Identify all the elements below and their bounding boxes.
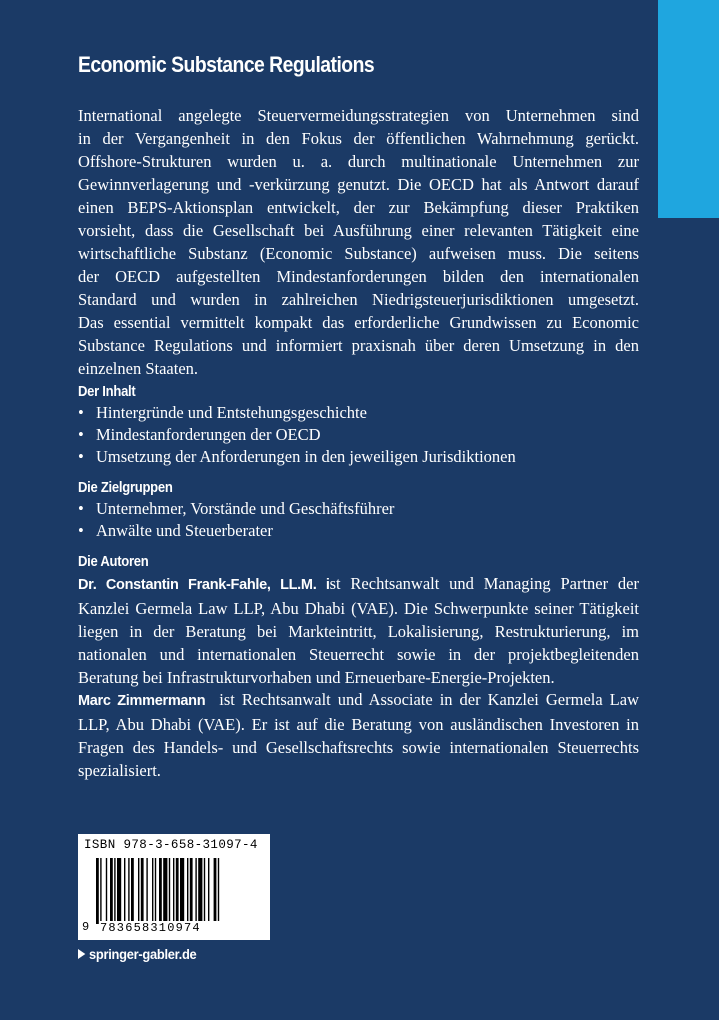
bio-line: LLP, Abu Dhabi (VAE). Er ist auf die Beratung von ausländischen Investoren in bbox=[78, 715, 639, 734]
isbn-text: ISBN 978-3-658-31097-4 bbox=[84, 838, 258, 852]
inhalt-heading: Der Inhalt bbox=[78, 384, 136, 400]
intro-line: vorsieht, dass die Gesellschaft bei Ausführung einer relevanten Tätigkeit eine bbox=[78, 221, 639, 240]
list-item: • Unternehmer, Vorstände und Geschäftsführer bbox=[78, 498, 394, 520]
intro-line: einen BEPS-Aktionsplan entwickelt, der zur Bekämpfung dieser Praktiken bbox=[78, 198, 639, 217]
list-item: • Hintergründe und Entstehungsgeschichte bbox=[78, 402, 516, 424]
list-item: • Umsetzung der Anforderungen in den jeweiligen Jurisdiktionen bbox=[78, 446, 516, 468]
bio-line: liegen in der Beratung bei Markteintritt, Lokalisierung, Restrukturierung, im bbox=[78, 622, 639, 641]
book-title: Economic Substance Regulations bbox=[78, 52, 375, 77]
publisher-link[interactable] bbox=[78, 946, 196, 962]
list-item: • Mindestanforderungen der OECD bbox=[78, 424, 516, 446]
intro-line: Offshore-Strukturen wurden u. a. durch multinationale Unternehmen zur bbox=[78, 152, 639, 171]
author2-bio bbox=[78, 688, 639, 782]
intro-line: Gewinnverlagerung und -verkürzung genutzt. Die OECD hat als Antwort darauf bbox=[78, 175, 639, 194]
ean-first-digit: 9 bbox=[82, 920, 90, 934]
bio-line: Kanzlei Germela Law LLP, Abu Dhabi (VAE). Die Schwerpunkte seiner Tätigkeit bbox=[78, 599, 639, 618]
arrow-right-icon bbox=[78, 949, 85, 959]
zielgruppen-heading: Die Zielgruppen bbox=[78, 480, 173, 496]
barcode-bars-icon bbox=[96, 858, 258, 924]
ean-digits: 783658310974 bbox=[100, 921, 260, 935]
intro-line: International angelegte Steuervermeidungsstrategien von Unternehmen sind bbox=[78, 106, 639, 125]
autoren-heading: Die Autoren bbox=[78, 554, 149, 570]
inhalt-list bbox=[78, 402, 516, 468]
accent-bar bbox=[658, 0, 719, 218]
publisher-url: springer-gabler.de bbox=[89, 946, 197, 962]
bio-line: Beratung bei Infrastrukturvorhaben und Erneuerbare-Energie-Projekten. bbox=[78, 668, 555, 687]
author2-name: Marc Zimmermann bbox=[78, 693, 206, 709]
bio-line: nationalen und internationalen Steuerrecht sowie in der projektbegleitenden bbox=[78, 645, 639, 664]
intro-line: einzelnen Staaten. bbox=[78, 359, 199, 378]
intro-line: Substance Regulations und informiert praxisnah über deren Umsetzung in den bbox=[78, 336, 639, 355]
author1-bio bbox=[78, 572, 639, 689]
bio-line: spezialisiert. bbox=[78, 761, 161, 780]
bio-line: Marc Zimmermann ist Rechtsanwalt und Associate in der Kanzlei Germela Law bbox=[78, 690, 639, 709]
intro-line: Standard und wurden in zahlreichen Niedrigsteuerjurisdiktionen umgesetzt. bbox=[78, 290, 639, 309]
intro-line: Das essential vermittelt kompakt das erforderliche Grundwissen zu Economic bbox=[78, 313, 639, 332]
bio-line: Fragen des Handels- und Gesellschaftsrechts sowie internationalen Steuerrechts bbox=[78, 738, 639, 757]
intro-line: der OECD aufgestellten Mindestanforderungen bilden den internationalen bbox=[78, 267, 639, 286]
isbn-barcode bbox=[78, 834, 270, 940]
zielgruppen-list bbox=[78, 498, 394, 542]
author1-name: Dr. Constantin Frank-Fahle, LL.M. i bbox=[78, 577, 330, 593]
bio-line: Dr. Constantin Frank-Fahle, LL.M. ist Rechtsanwalt und Managing Partner der bbox=[78, 574, 640, 593]
intro-paragraph bbox=[78, 104, 639, 380]
intro-line: in der Vergangenheit in den Fokus der öffentlichen Wahrnehmung gerückt. bbox=[78, 129, 639, 148]
list-item: • Anwälte und Steuerberater bbox=[78, 520, 394, 542]
intro-line: wirtschaftliche Substanz (Economic Substance) aufweisen muss. Die seitens bbox=[78, 244, 639, 263]
